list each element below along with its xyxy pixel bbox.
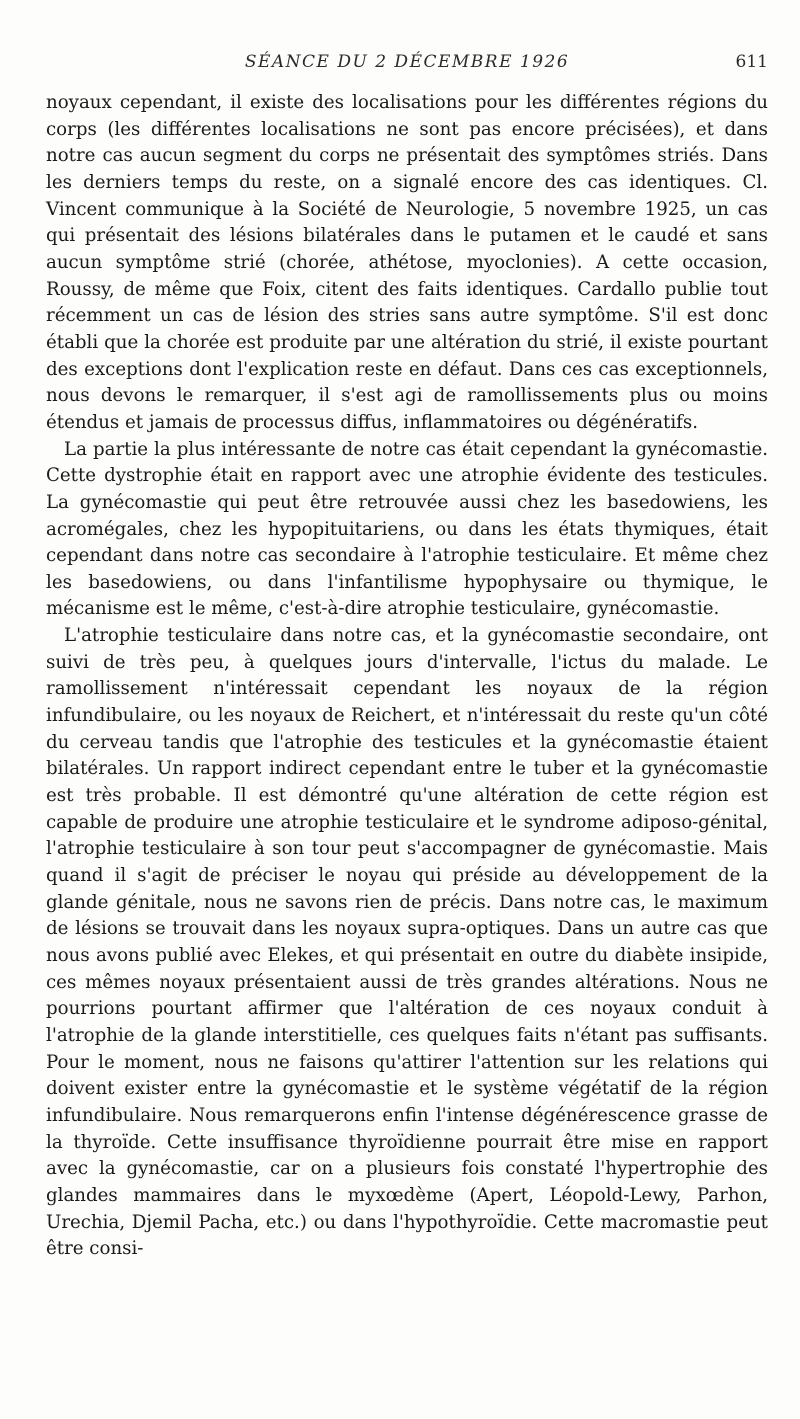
page-header xyxy=(46,52,768,78)
paragraph-gynecomastie: La partie la plus intéressante de notre cas était cependant la gynécomastie. Cette dystrophie était en rapport avec une atrophie évidente des testicules. La gynécomastie qui peut être retrouvée aussi chez les basedowiens, les acromégales, chez les hypopituitariens, ou dans les états thymiques, était cependant dans notre cas secondaire à l'atrophie testiculaire. Et même chez les basedowiens, ou dans l'infantilisme hypophysaire ou thymique, le mécanisme est le même, c'est-à-dire atrophie testiculaire, gynécomastie. xyxy=(46,438,768,620)
body-text xyxy=(46,90,768,1263)
paragraph-atrophie: L'atrophie testiculaire dans notre cas, et la gynécomastie secondaire, ont suivi de très peu, à quelques jours d'intervalle, l'ictus du malade. Le ramollissement n'intéressait cependant les noyaux de la région infundibulaire, ou les noyaux de Reichert, et n'intéressait du reste qu'un côté du cerveau tandis que l'atrophie des testicules et la gynécomastie étaient bilatérales. Un rapport indirect cependant entre le tuber et la gynécomastie est très probable. Il est démontré qu'une altération de cette région est capable de produire une atrophie testiculaire et le syndrome adiposo-génital, l'atrophie testiculaire à son tour peut s'accompagner de gynécomastie. Mais quand il s'agit de préciser le noyau qui préside au développement de la glande génitale, nous ne savons rien de précis. Dans notre cas, le maximum de lésions se trouvait dans les noyaux supra-optiques. Dans un autre cas que nous avons publié avec Elekes, et qui présentait en outre du diabète insipide, ces mêmes noyaux présentaient aussi de très grandes altérations. Nous ne pourrions pourtant affirmer que l'altération de ces noyaux conduit à l'atrophie de la glande interstitielle, ces quelques faits n'étant pas suffisants. Pour le moment, nous ne faisons qu'attirer l'attention sur les relations qui doivent exister entre la gynécomastie et le système végétatif de la région infundibulaire. Nous remarquerons enfin l'intense dégénérescence grasse de la thyroïde. Cette insuffisance thyroïdienne pourrait être mise en rapport avec la gynécomastie, car on a plusieurs fois constaté l'hypertrophie des glandes mammaires dans le myxœdème (Apert, Léopold-Lewy, Parhon, Urechia, Djemil Pacha, etc.) ou dans l'hypothyroïdie. Cette macromastie peut être consi- xyxy=(46,625,768,1260)
page-number: 611 xyxy=(735,52,768,72)
running-head: SÉANCE DU 2 DÉCEMBRE 1926 xyxy=(244,52,570,72)
paragraph-continuation: noyaux cependant, il existe des localisations pour les différentes régions du corps (les différentes localisations ne sont pas encore précisées), et dans notre cas aucun segment du corps ne présentait des symptômes striés. Dans les derniers temps du reste, on a signalé encore des cas identiques. Cl. Vincent communique à la Société de Neurologie, 5 novembre 1925, un cas qui présentait des lésions bilatérales dans le putamen et le caudé et sans aucun symptôme strié (chorée, athétose, myoclonies). A cette occasion, Roussy, de même que Foix, citent des faits identiques. Cardallo publie tout récemment un cas de lésion des stries sans autre symptôme. S'il est donc établi que la chorée est produite par une altération du strié, il existe pourtant des exceptions dont l'explication reste en défaut. Dans ces cas exceptionnels, nous devons le remarquer, il s'est agi de ramollissements plus ou moins étendus et jamais de processus diffus, inflammatoires ou dégénératifs. xyxy=(46,92,768,433)
